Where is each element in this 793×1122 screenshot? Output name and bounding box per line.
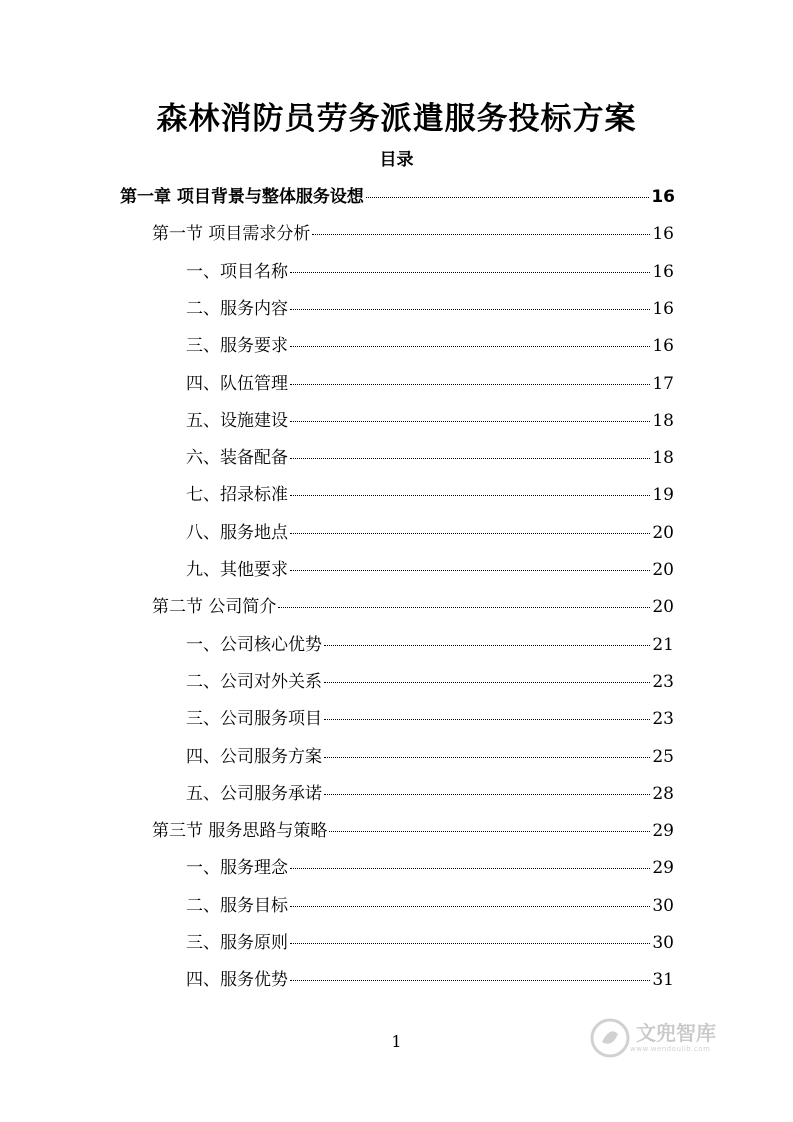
toc-leader-dots <box>324 719 650 720</box>
toc-entry-label: 七、招录标准 <box>186 485 288 506</box>
toc-entry-page: 19 <box>652 485 674 506</box>
toc-entry[interactable] <box>186 406 674 434</box>
toc-entry[interactable] <box>186 891 674 919</box>
toc-entry-page: 31 <box>652 970 674 991</box>
toc-leader-dots <box>290 906 650 907</box>
toc-entry[interactable] <box>186 369 674 397</box>
toc-leader-dots <box>290 421 650 422</box>
toc-leader-dots <box>290 943 650 944</box>
toc-leader-dots <box>290 980 650 981</box>
toc-entry-page: 20 <box>652 597 674 618</box>
toc-leader-dots <box>278 607 650 608</box>
toc-entry[interactable] <box>186 779 674 807</box>
toc-entry-label: 三、服务要求 <box>186 336 288 357</box>
toc-entry[interactable] <box>186 742 674 770</box>
toc-leader-dots <box>290 570 650 571</box>
toc-entry-label: 三、公司服务项目 <box>186 709 322 730</box>
toc-entry-page: 28 <box>652 783 674 804</box>
toc-entry-label: 一、项目名称 <box>186 261 288 282</box>
toc-entry-label: 二、服务内容 <box>186 298 288 319</box>
toc-entry-label: 五、公司服务承诺 <box>186 783 322 804</box>
wendou-logo-icon <box>590 1018 630 1058</box>
toc-leader-dots <box>290 309 650 310</box>
toc-leader-dots <box>290 384 650 385</box>
toc-entry-page: 20 <box>652 560 674 580</box>
watermark-brand: 文兜智库 <box>636 1021 716 1045</box>
page-number: 1 <box>391 1032 402 1051</box>
toc-leader-dots <box>290 458 650 459</box>
toc-entry-label: 四、公司服务方案 <box>186 746 322 767</box>
toc-entry-page: 25 <box>652 746 674 767</box>
toc-entry[interactable] <box>186 480 674 508</box>
toc-leader-dots <box>324 757 650 758</box>
toc-entry[interactable] <box>152 219 674 247</box>
toc-entry-page: 23 <box>652 709 674 730</box>
toc-entry-label: 三、服务原则 <box>186 933 288 953</box>
toc-leader-dots <box>329 831 650 832</box>
toc-entry-page: 29 <box>652 821 674 842</box>
toc-entry[interactable] <box>186 443 674 471</box>
toc-leader-dots <box>290 495 650 496</box>
toc-entry[interactable] <box>186 331 674 359</box>
watermark-url: www.wendoulib.com <box>630 1045 711 1053</box>
toc-entry-page: 18 <box>652 410 674 431</box>
toc-entry-page: 23 <box>652 671 674 692</box>
toc-entry-label: 四、服务优势 <box>186 970 288 991</box>
toc-leader-dots <box>324 645 650 646</box>
toc-entry-page: 16 <box>651 187 675 207</box>
toc-entry-page: 29 <box>652 858 674 879</box>
toc-leader-dots <box>324 682 650 683</box>
toc-entry-page: 20 <box>652 522 674 543</box>
toc-entry-page: 30 <box>652 933 674 953</box>
toc-entry-label: 第一章 项目背景与整体服务设想 <box>120 187 364 207</box>
toc-leader-dots <box>324 794 650 795</box>
toc-leader-dots <box>366 197 649 198</box>
toc-entry[interactable] <box>186 630 674 658</box>
toc-leader-dots <box>290 868 650 869</box>
toc-leader-dots <box>290 272 650 273</box>
toc-entry[interactable] <box>186 555 674 583</box>
toc-entry-label: 九、其他要求 <box>186 560 288 580</box>
toc-entry-page: 18 <box>652 448 674 469</box>
toc-entry[interactable] <box>186 965 674 993</box>
toc-entry[interactable] <box>120 182 675 210</box>
toc-entry[interactable] <box>186 294 674 322</box>
toc-entry-label: 第三节 服务思路与策略 <box>152 821 328 842</box>
toc-entry[interactable] <box>186 853 674 881</box>
toc-entry[interactable] <box>152 816 674 844</box>
toc-entry-page: 21 <box>652 634 674 655</box>
toc-entry[interactable] <box>186 257 674 285</box>
toc-leader-dots <box>312 234 650 235</box>
toc-entry-label: 五、设施建设 <box>186 410 288 431</box>
toc-entry-label: 一、服务理念 <box>186 858 288 879</box>
watermark <box>590 1018 716 1058</box>
toc-entry-label: 一、公司核心优势 <box>186 634 322 655</box>
toc-entry-label: 第一节 项目需求分析 <box>152 224 311 245</box>
toc-entry-label: 二、公司对外关系 <box>186 671 322 692</box>
toc-entry-label: 八、服务地点 <box>186 522 288 543</box>
toc-entry-label: 四、队伍管理 <box>186 373 288 394</box>
toc-leader-dots <box>290 346 650 347</box>
toc-entry-page: 16 <box>652 336 674 357</box>
toc-entry-page: 30 <box>652 895 674 916</box>
toc-heading: 目录 <box>379 150 414 170</box>
toc-entry[interactable] <box>186 928 674 956</box>
toc-entry[interactable] <box>186 518 674 546</box>
toc-entry-page: 16 <box>652 261 674 282</box>
document-title: 森林消防员劳务派遣服务投标方案 <box>156 101 637 137</box>
toc-entry[interactable] <box>186 704 674 732</box>
toc-entry-page: 16 <box>652 298 674 319</box>
toc-entry-label: 第二节 公司简介 <box>152 597 277 618</box>
toc-entry-label: 六、装备配备 <box>186 448 288 469</box>
toc-leader-dots <box>290 533 650 534</box>
toc-entry[interactable] <box>152 592 674 620</box>
toc-entry-page: 17 <box>652 373 674 394</box>
toc-entry-page: 16 <box>652 224 674 245</box>
toc-entry-label: 二、服务目标 <box>186 895 288 916</box>
toc-entry[interactable] <box>186 667 674 695</box>
